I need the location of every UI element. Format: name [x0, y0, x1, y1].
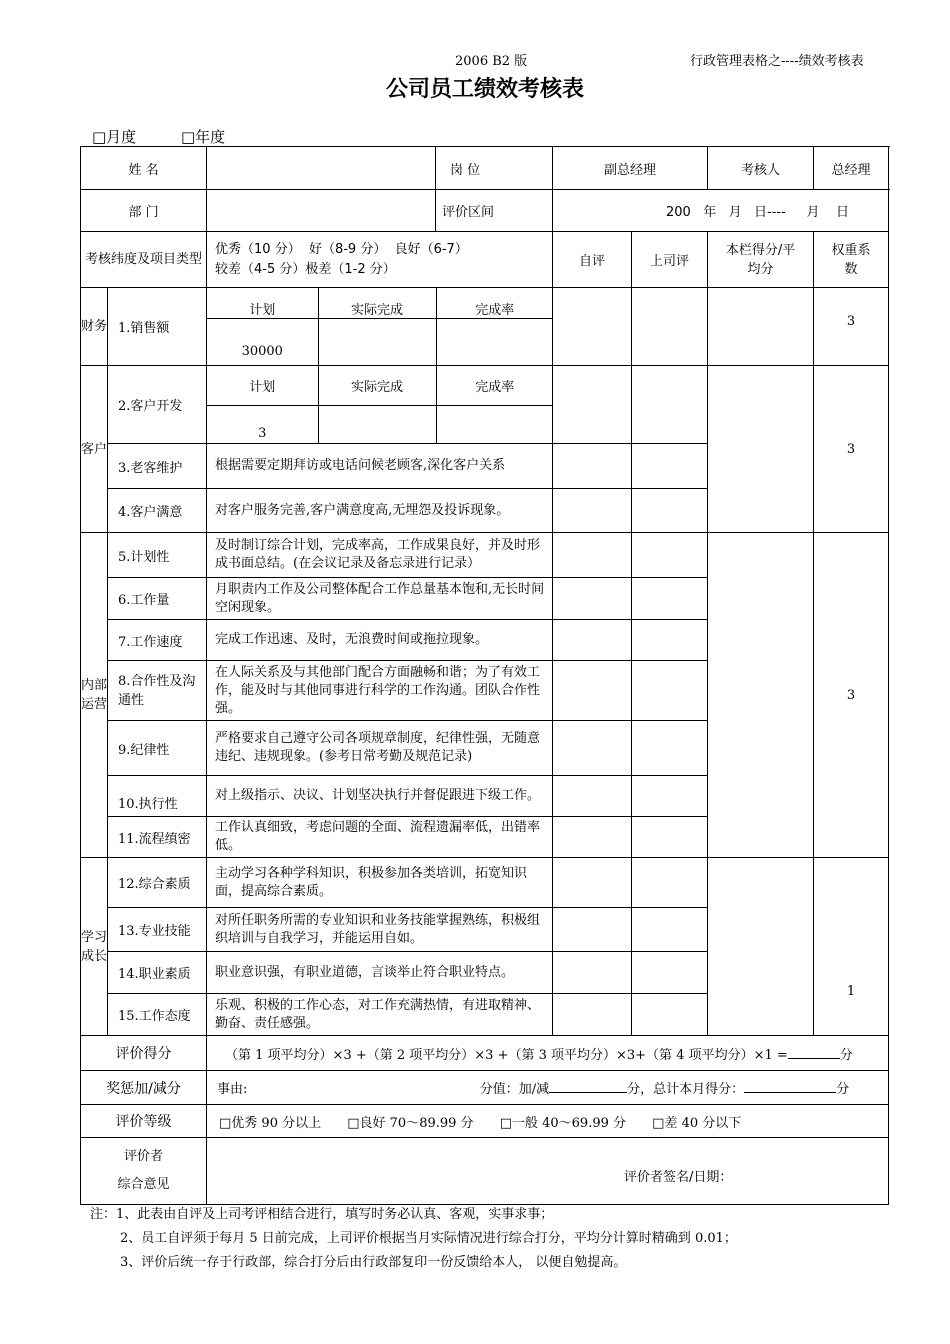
- supervisor-header: 上司评: [632, 232, 708, 288]
- bonus-value-label: 分值：加/减: [479, 1082, 550, 1097]
- item-description: 在人际关系及与其他部门配合方面融畅和谐；为了有效工作，能及时与其他同事进行科学的工作沟通。团队合作性强。: [207, 661, 553, 721]
- bonus-row: [207, 1071, 889, 1105]
- unit-label: 分: [839, 1047, 853, 1063]
- subtotal-cell[interactable]: [708, 366, 814, 533]
- total-label: 分，总计本月得分：: [627, 1082, 745, 1097]
- actual-value[interactable]: [318, 405, 436, 443]
- bonus-value-field[interactable]: [549, 1080, 627, 1093]
- self-score-cell[interactable]: [553, 908, 632, 952]
- actual-label: 实际完成: [318, 366, 436, 405]
- weight-header: 权重系数: [814, 232, 889, 288]
- grade-average-option[interactable]: □一般 40～69.99 分: [499, 1115, 627, 1131]
- item-description: 乐观、积极的工作心态，对工作充满热情，有进取精神、勤奋、责任感强。: [207, 994, 553, 1036]
- position-field[interactable]: 副总经理: [553, 147, 708, 190]
- item-label: 12.综合素质: [108, 858, 207, 908]
- rate-value[interactable]: [436, 318, 553, 365]
- supervisor-score-cell[interactable]: [632, 578, 708, 620]
- item-label: 10.执行性: [108, 776, 207, 817]
- weight-operations: 3: [814, 533, 889, 858]
- supervisor-score-cell[interactable]: [632, 444, 708, 489]
- self-score-cell[interactable]: [553, 858, 632, 908]
- self-score-cell[interactable]: [553, 776, 632, 817]
- name-field[interactable]: [207, 147, 436, 190]
- item-label: 4.客户满意: [108, 489, 207, 533]
- appraisal-table: [80, 146, 889, 1205]
- supervisor-score-cell[interactable]: [632, 489, 708, 533]
- supervisor-score-cell[interactable]: [632, 908, 708, 952]
- supervisor-score-cell[interactable]: [632, 776, 708, 817]
- item-label: 6.工作量: [108, 578, 207, 620]
- item-description: 对所任职务所需的专业知识和业务技能掌握熟练，积极组织培训与自我学习，并能运用自如。: [207, 908, 553, 952]
- item-label: 8.合作性及沟通性: [108, 661, 207, 721]
- grade-good-option[interactable]: □良好 70～89.99 分: [347, 1115, 474, 1131]
- scale-line-1: 优秀（10 分） 好（8-9 分） 良好（6-7）: [215, 241, 468, 257]
- self-score-cell[interactable]: [553, 288, 632, 366]
- comment-field[interactable]: [207, 1138, 889, 1205]
- supervisor-score-cell[interactable]: [632, 533, 708, 578]
- subtotal-cell[interactable]: [708, 858, 814, 1036]
- note-3: 3、评价后统一存于行政部，综合打分后由行政部复印一份反馈给本人， 以便自勉提高。: [120, 1255, 627, 1270]
- self-score-cell[interactable]: [553, 721, 632, 776]
- self-score-cell[interactable]: [553, 444, 632, 489]
- item-description: 职业意识强，有职业道德，言谈举止符合职业特点。: [207, 952, 553, 994]
- period-option-year[interactable]: □年度: [180, 128, 226, 146]
- dimension-header: 考核纬度及项目类型: [81, 232, 207, 288]
- item-description: 对上级指示、决议、计划坚决执行并督促跟进下级工作。: [207, 776, 553, 817]
- signature-label: 评价者签名/日期：: [624, 1169, 733, 1185]
- name-label: 姓 名: [81, 147, 207, 190]
- self-score-cell[interactable]: [553, 578, 632, 620]
- self-score-cell[interactable]: [553, 952, 632, 994]
- total-score-field[interactable]: [788, 1046, 840, 1059]
- score-label: 评价得分: [81, 1036, 207, 1071]
- period-option-month[interactable]: □月度: [92, 128, 137, 146]
- dept-label: 部 门: [81, 190, 207, 232]
- supervisor-score-cell[interactable]: [632, 366, 708, 444]
- item-label: 14.职业素质: [108, 952, 207, 994]
- comment-label-line2: 综合意见: [117, 1177, 170, 1192]
- supervisor-score-cell[interactable]: [632, 620, 708, 661]
- item-label: 7.工作速度: [108, 620, 207, 661]
- actual-label: 实际完成: [318, 288, 436, 318]
- score-formula: （第 1 项平均分）×3 +（第 2 项平均分）×3 +（第 3 项平均分）×3+（第 4 项平均分）×1 =: [225, 1047, 788, 1063]
- item-description: 月职责内工作及公司整体配合工作总量基本饱和,无长时间空闲现象。: [207, 578, 553, 620]
- item-label: 3.老客维护: [108, 444, 207, 489]
- unit-label: 分: [836, 1082, 850, 1097]
- scale-line-2: 较差（4-5 分）极差（1-2 分）: [215, 261, 396, 277]
- page-title: 公司员工绩效考核表: [385, 77, 584, 102]
- note-1: 注：1、此表由自评及上司考评相结合进行，填写时务必认真、客观，实事求事；: [90, 1207, 554, 1222]
- reason-label: 事由:: [217, 1082, 248, 1097]
- score-scale-header: [207, 232, 553, 288]
- target-subtable: [207, 366, 553, 443]
- item-label: 9.纪律性: [108, 721, 207, 776]
- subtotal-cell[interactable]: [708, 533, 814, 858]
- weight-learning: 1: [814, 858, 889, 1036]
- self-header: 自评: [553, 232, 632, 288]
- notes: [90, 1203, 737, 1275]
- item-label: 13.专业技能: [108, 908, 207, 952]
- self-score-cell[interactable]: [553, 620, 632, 661]
- bonus-label: 奖惩加/减分: [81, 1071, 207, 1105]
- self-score-cell[interactable]: [553, 489, 632, 533]
- supervisor-score-cell[interactable]: [632, 994, 708, 1036]
- dept-field[interactable]: [207, 190, 436, 232]
- reviewer-field[interactable]: 总经理: [814, 147, 889, 190]
- target-subtable: [207, 288, 553, 365]
- item-label: 11.流程缜密: [108, 817, 207, 858]
- self-score-cell[interactable]: [553, 366, 632, 444]
- self-score-cell[interactable]: [553, 994, 632, 1036]
- rate-label: 完成率: [436, 288, 553, 318]
- item-description: 根据需要定期拜访或电话问候老顾客,深化客户关系: [207, 444, 553, 489]
- item-label: 1.销售额: [108, 288, 207, 366]
- subtotal-cell[interactable]: [708, 288, 814, 366]
- subtotal-header: 本栏得分/平均分: [708, 232, 814, 288]
- position-label: 岗 位: [436, 147, 553, 190]
- form-category: 行政管理表格之----绩效考核表: [690, 54, 864, 69]
- self-score-cell[interactable]: [553, 661, 632, 721]
- supervisor-score-cell[interactable]: [632, 817, 708, 858]
- weight-finance: 3: [814, 288, 889, 366]
- item-description: 完成工作迅速、及时，无浪费时间或拖拉现象。: [207, 620, 553, 661]
- item-description: 严格要求自己遵守公司各项规章制度，纪律性强，无随意违纪、违规现象。(参考日常考勤及规范记录): [207, 721, 553, 776]
- note-2: 2、员工自评须于每月 5 日前完成，上司评价根据当月实际情况进行综合打分，平均分计算时精确到 0.01；: [120, 1231, 737, 1246]
- plan-label: 计划: [207, 366, 318, 405]
- actual-value[interactable]: [318, 318, 436, 365]
- weight-customer: 3: [814, 366, 889, 533]
- item-description: 对客户服务完善,客户满意度高,无埋怨及投诉现象。: [207, 489, 553, 533]
- item-description: 及时制订综合计划，完成率高，工作成果良好，并及时形成书面总结。(在会议记录及备忘录进行记录）: [207, 533, 553, 578]
- item-description: 主动学习各种学科知识，积极参加各类培训，拓宽知识面，提高综合素质。: [207, 858, 553, 908]
- comment-label: [81, 1138, 207, 1205]
- range-label: 评价区间: [436, 190, 553, 232]
- category-finance: 财务: [81, 288, 108, 366]
- range-field[interactable]: 200 年 月 日---- 月 日: [553, 190, 889, 232]
- rate-label: 完成率: [436, 366, 553, 405]
- score-formula-row: [207, 1036, 889, 1071]
- item-label: 5.计划性: [108, 533, 207, 578]
- supervisor-score-cell[interactable]: [632, 288, 708, 366]
- plan-value[interactable]: 3: [207, 405, 318, 443]
- rate-value[interactable]: [436, 405, 553, 443]
- supervisor-score-cell[interactable]: [632, 721, 708, 776]
- self-score-cell[interactable]: [553, 533, 632, 578]
- supervisor-score-cell[interactable]: [632, 952, 708, 994]
- category-operations: 内部运营: [81, 533, 108, 858]
- version-label: 2006 B2 版: [455, 54, 528, 69]
- grade-excellent-option[interactable]: □优秀 90 分以上: [219, 1115, 322, 1131]
- comment-label-line1: 评价者: [124, 1149, 164, 1164]
- item-label: 2.客户开发: [108, 366, 207, 444]
- reviewer-label: 考核人: [708, 147, 814, 190]
- item-description: 工作认真细致，考虑问题的全面、流程遗漏率低，出错率低。: [207, 817, 553, 858]
- category-customer: 客户: [81, 366, 108, 533]
- supervisor-score-cell[interactable]: [632, 858, 708, 908]
- category-learning: 学习成长: [81, 858, 108, 1036]
- grade-poor-option[interactable]: □差 40 分以下: [652, 1115, 742, 1131]
- grade-options: [207, 1105, 889, 1138]
- grade-label: 评价等级: [81, 1105, 207, 1138]
- item-label: 15.工作态度: [108, 994, 207, 1036]
- plan-label: 计划: [207, 288, 318, 318]
- month-total-field[interactable]: [744, 1080, 836, 1093]
- supervisor-score-cell[interactable]: [632, 661, 708, 721]
- self-score-cell[interactable]: [553, 817, 632, 858]
- period-selector: [92, 126, 265, 147]
- plan-value[interactable]: 30000: [207, 318, 318, 365]
